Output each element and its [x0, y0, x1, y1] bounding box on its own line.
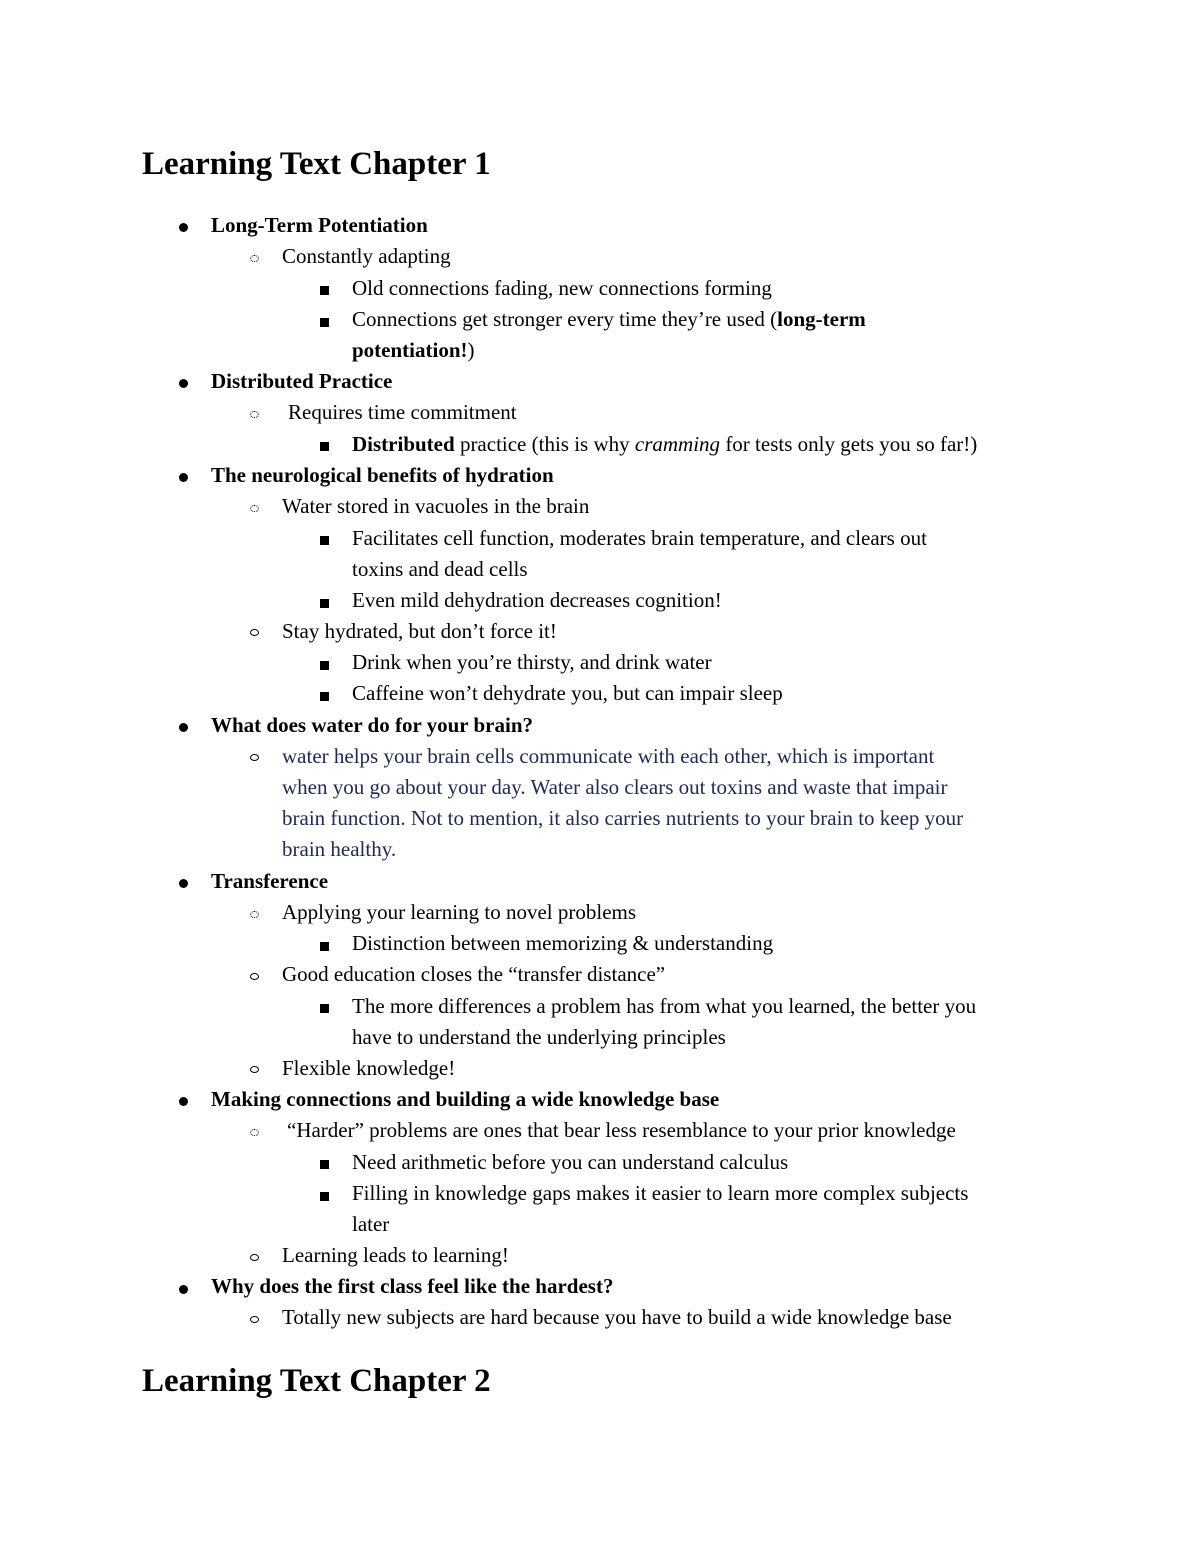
- emphasis-text: Distributed: [352, 432, 455, 456]
- disc-bullet-icon: [179, 1285, 188, 1294]
- chapter-1-heading: Learning Text Chapter 1: [142, 146, 491, 182]
- emphasis-text: potentiation!: [352, 338, 468, 362]
- detail-drink-when-thirsty: Drink when you’re thirsty, and drink water: [352, 650, 712, 674]
- disc-bullet-icon: [179, 723, 188, 732]
- square-bullet-icon: [320, 661, 329, 670]
- subpoint-flexible-knowledge: Flexible knowledge!: [282, 1056, 456, 1080]
- subpoint-transfer-distance: Good education closes the “transfer distance”: [282, 962, 666, 986]
- disc-bullet-icon: [179, 473, 188, 482]
- subpoint-harder-problems: “Harder” problems are ones that bear less resemblance to your prior knowledge: [287, 1118, 956, 1142]
- ring-bullet-icon: [250, 973, 259, 980]
- topic-first-class: Why does the first class feel like the hardest?: [211, 1274, 614, 1298]
- ring-bullet-icon: [250, 1254, 259, 1261]
- detail-old-connections: Old connections fading, new connections forming: [352, 276, 772, 300]
- square-bullet-icon: [320, 599, 329, 608]
- text-run: for tests only gets you so far!): [720, 432, 978, 456]
- topic-long-term-potentiation: Long-Term Potentiation: [211, 213, 428, 237]
- subpoint-totally-new-subjects: Totally new subjects are hard because you have to build a wide knowledge base: [282, 1305, 952, 1329]
- ring-bullet-icon: [250, 1316, 259, 1323]
- ring-bullet-icon: [250, 505, 259, 512]
- square-bullet-icon: [320, 1004, 329, 1013]
- square-bullet-icon: [320, 1192, 329, 1201]
- detail-cell-function-continued: toxins and dead cells: [352, 557, 528, 581]
- subpoint-water-vacuoles: Water stored in vacuoles in the brain: [282, 494, 590, 518]
- answer-line-4: brain healthy.: [282, 837, 397, 861]
- text-run: Connections get stronger every time they’re used (: [352, 307, 778, 331]
- detail-connections-stronger-continued: [352, 335, 475, 366]
- detail-more-differences: The more differences a problem has from what you learned, the better you: [352, 994, 977, 1018]
- ring-bullet-icon: [250, 754, 259, 761]
- square-bullet-icon: [320, 286, 329, 295]
- ring-bullet-icon: [250, 255, 259, 262]
- topic-water-brain: What does water do for your brain?: [211, 713, 534, 737]
- detail-arithmetic-calculus: Need arithmetic before you can understand calculus: [352, 1150, 789, 1174]
- square-bullet-icon: [320, 442, 329, 451]
- subpoint-time-commitment: Requires time commitment: [288, 400, 517, 424]
- square-bullet-icon: [320, 692, 329, 701]
- topic-transference: Transference: [211, 869, 329, 893]
- detail-memorizing-understanding: Distinction between memorizing & understanding: [352, 931, 774, 955]
- detail-mild-dehydration: Even mild dehydration decreases cognition!: [352, 588, 722, 612]
- ring-bullet-icon: [250, 411, 259, 418]
- topic-hydration: The neurological benefits of hydration: [211, 463, 554, 487]
- italic-text: cramming: [634, 432, 721, 456]
- detail-distributed-practice: [352, 429, 977, 460]
- disc-bullet-icon: [179, 1097, 188, 1106]
- answer-line-1: water helps your brain cells communicate with each other, which is important: [282, 744, 935, 768]
- detail-connections-stronger: [352, 304, 866, 335]
- detail-knowledge-gaps: Filling in knowledge gaps makes it easier to learn more complex subjects: [352, 1181, 969, 1205]
- ring-bullet-icon: [250, 1129, 259, 1136]
- ring-bullet-icon: [250, 629, 259, 636]
- disc-bullet-icon: [179, 379, 188, 388]
- text-run: ): [467, 338, 475, 362]
- chapter-2-heading: Learning Text Chapter 2: [142, 1363, 491, 1399]
- square-bullet-icon: [320, 1160, 329, 1169]
- answer-line-2: when you go about your day. Water also clears out toxins and waste that impair: [282, 775, 948, 799]
- ring-bullet-icon: [250, 1066, 259, 1073]
- square-bullet-icon: [320, 318, 329, 327]
- answer-line-3: brain function. Not to mention, it also carries nutrients to your brain to keep your: [282, 806, 964, 830]
- detail-cell-function: Facilitates cell function, moderates brain temperature, and clears out: [352, 526, 927, 550]
- detail-caffeine: Caffeine won’t dehydrate you, but can impair sleep: [352, 681, 783, 705]
- disc-bullet-icon: [179, 223, 188, 232]
- subpoint-stay-hydrated: Stay hydrated, but don’t force it!: [282, 619, 557, 643]
- square-bullet-icon: [320, 536, 329, 545]
- detail-knowledge-gaps-continued: later: [352, 1212, 390, 1236]
- topic-distributed-practice: Distributed Practice: [211, 369, 393, 393]
- subpoint-novel-problems: Applying your learning to novel problems: [282, 900, 637, 924]
- square-bullet-icon: [320, 942, 329, 951]
- text-run: practice (this is why: [454, 432, 635, 456]
- subpoint-constantly-adapting: Constantly adapting: [282, 244, 451, 268]
- ring-bullet-icon: [250, 911, 259, 918]
- detail-more-differences-continued: have to understand the underlying principles: [352, 1025, 726, 1049]
- emphasis-text: long-term: [777, 307, 866, 331]
- topic-making-connections: Making connections and building a wide knowledge base: [211, 1087, 720, 1111]
- subpoint-learning-leads: Learning leads to learning!: [282, 1243, 509, 1267]
- disc-bullet-icon: [179, 879, 188, 888]
